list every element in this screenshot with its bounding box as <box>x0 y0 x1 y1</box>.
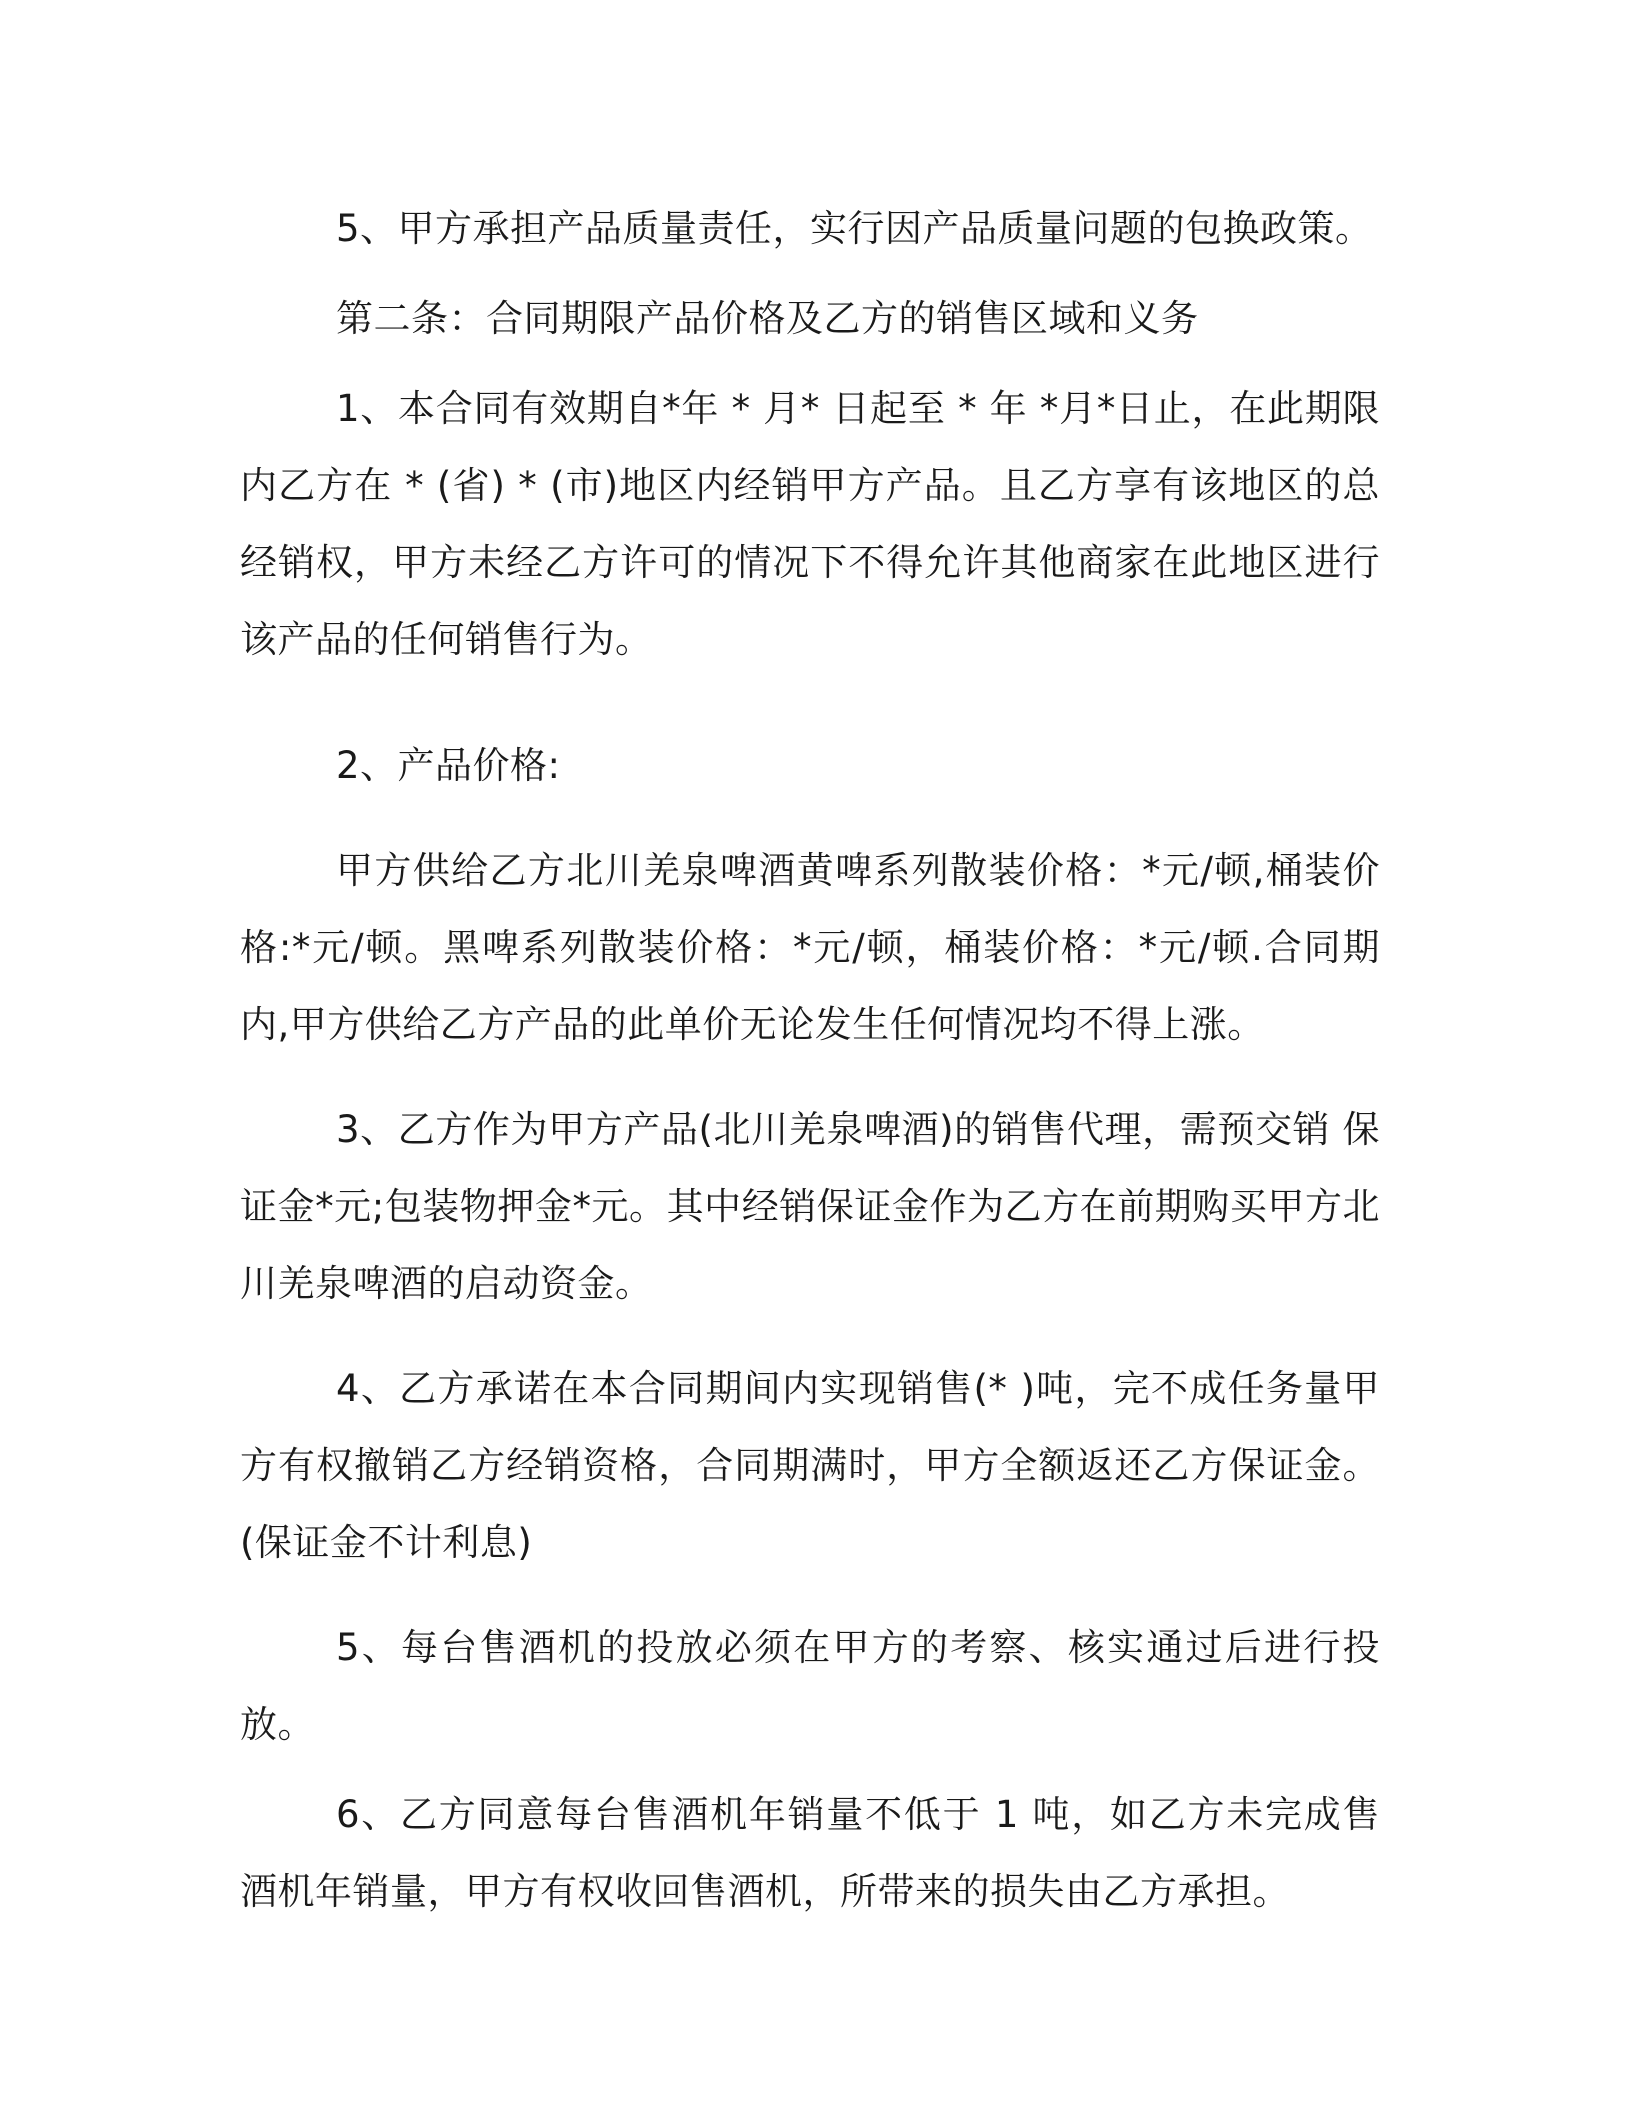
section-heading-article-two: 第二条：合同期限产品价格及乙方的销售区域和义务 <box>336 297 1199 340</box>
paragraph-product-price-heading: 2、产品价格: <box>336 744 561 787</box>
paragraph-quality-liability: 5、甲方承担产品质量责任，实行因产品质量问题的包换政策。 <box>336 207 1373 250</box>
paragraph-machine-placement: 5、每台售酒机的投放必须在甲方的考察、核实通过后进行投放。 <box>240 1626 1380 1746</box>
document-body <box>240 190 1380 1930</box>
paragraph-deposit: 3、乙方作为甲方产品(北川羌泉啤酒)的销售代理，需预交销 保证金*元;包装物押金*元。其中经销保证金作为乙方在前期购买甲方北川羌泉啤酒的启动资金。 <box>240 1108 1380 1305</box>
paragraph-contract-term: 1、本合同有效期自*年 * 月* 日起至 * 年 *月*日止，在此期限内乙方在 * (省) * (市)地区内经销甲方产品。且乙方享有该地区的总经销权，甲方未经乙方许可的情况下不得允许其他商家在此地区进行该产品的任何销售行为。 <box>240 387 1380 661</box>
paragraph-sales-commitment: 4、乙方承诺在本合同期间内实现销售(* )吨，完不成任务量甲方有权撤销乙方经销资格，合同期满时，甲方全额返还乙方保证金。(保证金不计利息) <box>240 1367 1380 1564</box>
paragraph-annual-volume: 6、乙方同意每台售酒机年销量不低于 1 吨，如乙方未完成售酒机年销量，甲方有权收回售酒机，所带来的损失由乙方承担。 <box>240 1793 1380 1913</box>
paragraph-price-details: 甲方供给乙方北川羌泉啤酒黄啤系列散装价格：*元/顿,桶装价格:*元/顿。黑啤系列散装价格：*元/顿，桶装价格：*元/顿.合同期内,甲方供给乙方产品的此单价无论发生任何情况均不得上涨。 <box>240 849 1380 1046</box>
